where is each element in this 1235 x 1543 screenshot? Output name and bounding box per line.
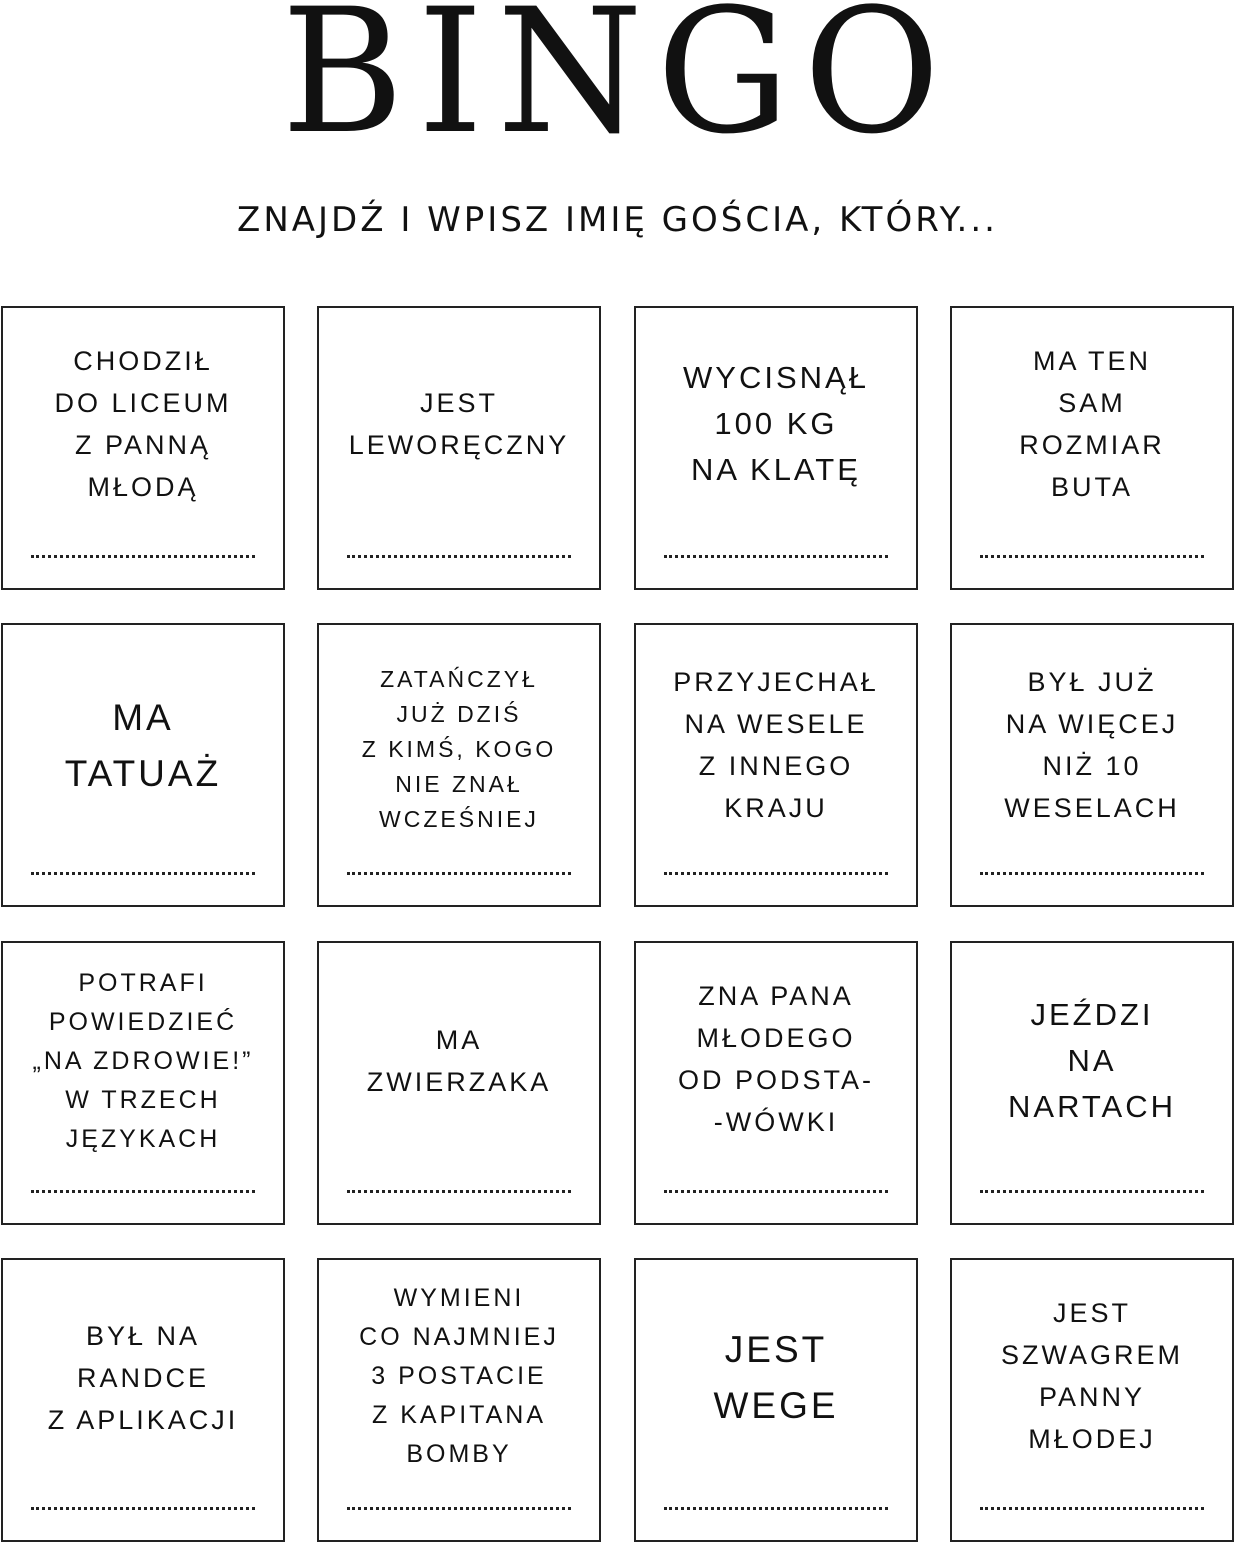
name-entry-line[interactable] — [980, 555, 1204, 558]
card-prompt: BYŁ JUŻ NA WIĘCEJ NIŻ 10 WESELACH — [1004, 667, 1180, 823]
name-entry-line[interactable] — [31, 555, 255, 558]
bingo-card — [1, 941, 285, 1225]
bingo-card — [317, 1258, 601, 1542]
card-prompt: ZATAŃCZYŁ JUŻ DZIŚ Z KIMŚ, KOGO NIE ZNAŁ WCZEŚNIEJ — [361, 665, 557, 832]
bingo-card — [1, 1258, 285, 1542]
card-prompt: BYŁ NA RANDCE Z APLIKACJI — [47, 1321, 239, 1435]
name-entry-line[interactable] — [664, 1507, 888, 1510]
bingo-card — [634, 941, 918, 1225]
card-prompt: JEST SZWAGREM PANNY MŁODEJ — [1001, 1298, 1183, 1454]
name-entry-line[interactable] — [980, 872, 1204, 875]
page-title: BINGO — [281, 0, 954, 172]
card-prompt: CHODZIŁ DO LICEUM Z PANNĄ MŁODĄ — [54, 346, 232, 502]
name-entry-line[interactable] — [664, 555, 888, 558]
card-prompt: JEST LEWORĘCZNY — [348, 388, 570, 460]
name-entry-line[interactable] — [31, 1190, 255, 1193]
name-entry-line[interactable] — [664, 872, 888, 875]
bingo-card — [950, 306, 1234, 590]
name-entry-line[interactable] — [664, 1190, 888, 1193]
bingo-card — [950, 623, 1234, 907]
name-entry-line[interactable] — [347, 872, 571, 875]
page-subtitle: ZNAJDŹ I WPISZ IMIĘ GOŚCIA, KTÓRY... — [237, 200, 998, 240]
card-prompt: POTRAFI POWIEDZIEĆ „NA ZDROWIE!” W TRZECH JĘZYKACH — [32, 968, 254, 1153]
name-entry-line[interactable] — [347, 555, 571, 558]
name-entry-line[interactable] — [347, 1190, 571, 1193]
name-entry-line[interactable] — [31, 1507, 255, 1510]
card-prompt: JEST WEGE — [713, 1329, 839, 1426]
bingo-card — [317, 941, 601, 1225]
card-prompt: MA ZWIERZAKA — [366, 1025, 552, 1097]
card-prompt: WYMIENI CO NAJMNIEJ 3 POSTACIE Z KAPITANA BOMBY — [359, 1283, 559, 1468]
card-prompt: JEŹDZI NA NARTACH — [1008, 997, 1176, 1124]
bingo-card — [1, 306, 285, 590]
bingo-card — [317, 306, 601, 590]
bingo-card — [634, 1258, 918, 1542]
name-entry-line[interactable] — [980, 1190, 1204, 1193]
name-entry-line[interactable] — [31, 872, 255, 875]
bingo-card — [634, 306, 918, 590]
card-prompt: MA TEN SAM ROZMIAR BUTA — [1019, 346, 1165, 502]
name-entry-line[interactable] — [980, 1507, 1204, 1510]
bingo-card — [1, 623, 285, 907]
card-prompt: PRZYJECHAŁ NA WESELE Z INNEGO KRAJU — [673, 667, 879, 823]
bingo-card — [950, 941, 1234, 1225]
bingo-card — [634, 623, 918, 907]
bingo-card — [950, 1258, 1234, 1542]
name-entry-line[interactable] — [347, 1507, 571, 1510]
bingo-card — [317, 623, 601, 907]
card-prompt: MA TATUAŻ — [64, 697, 222, 794]
card-prompt: ZNA PANA MŁODEGO OD PODSTA- -WÓWKI — [677, 981, 874, 1137]
card-prompt: WYCISNĄŁ 100 KG NA KLATĘ — [683, 360, 869, 487]
